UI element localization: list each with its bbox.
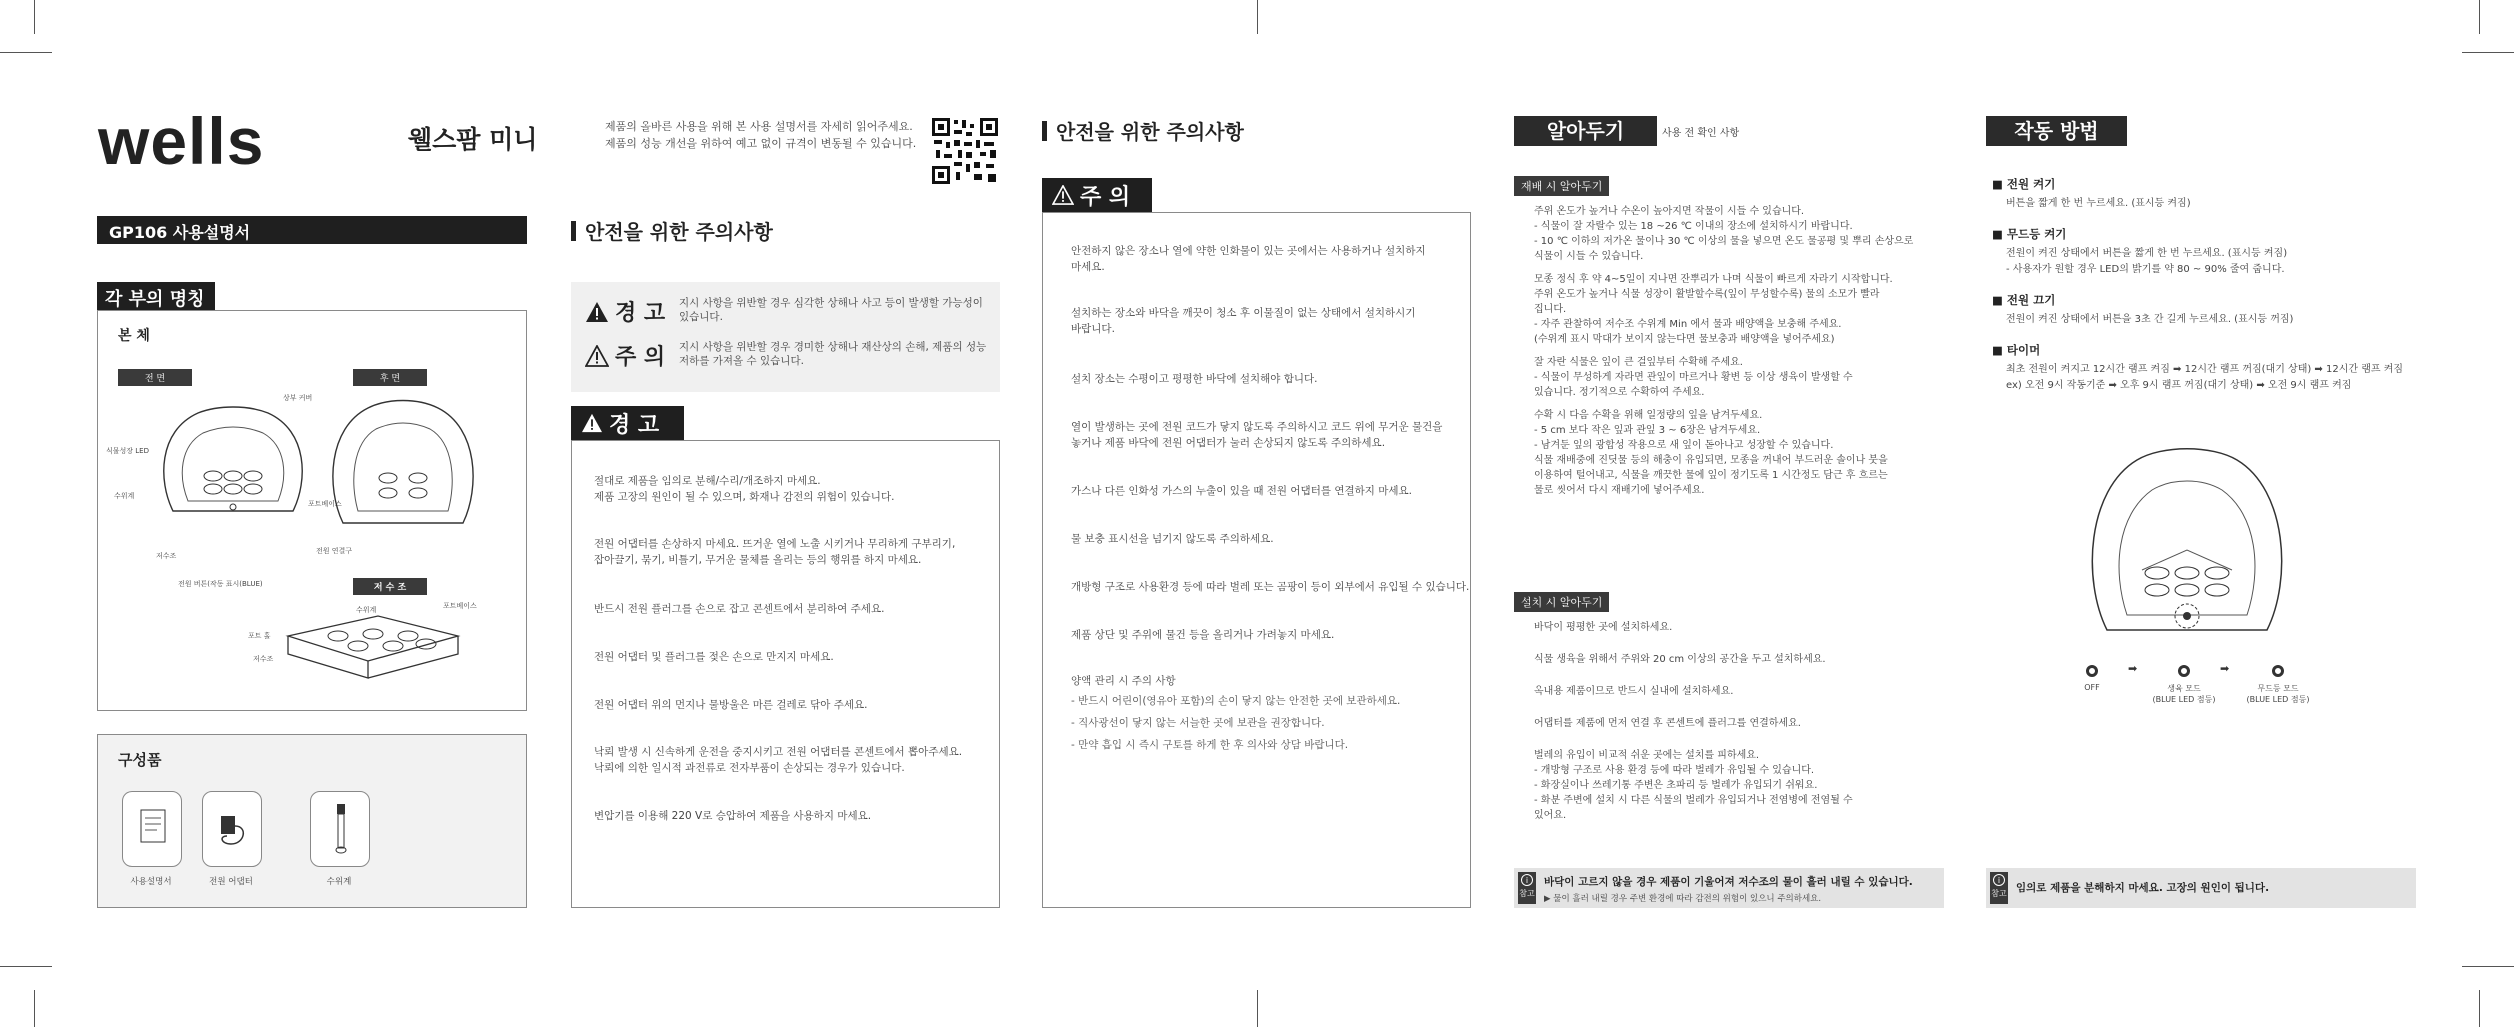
- parts-box: [97, 310, 527, 711]
- nutrient-item: - 반드시 어린이(영유아 포함)의 손이 닿지 않는 안전한 곳에 보관하세요.: [1071, 695, 1401, 707]
- operation-head: ■ 전원 끄기: [1992, 293, 2056, 307]
- safety-section-title: [571, 216, 773, 245]
- growing-line: - 자주 관찰하여 저수조 수위계 Min 에서 물과 배양액을 보충해 주세요.: [1534, 319, 1842, 330]
- caution-item: [1071, 483, 1412, 499]
- warning-item: [594, 536, 955, 568]
- grow-mode-sub: (BLUE LED 점등): [2152, 695, 2216, 704]
- label-led: 식물성장 LED: [106, 447, 149, 455]
- note-label: 참고: [1519, 889, 1535, 898]
- warning-legend: [585, 296, 665, 327]
- component-label: 수위계: [326, 877, 352, 887]
- growing-line: 집니다.: [1534, 304, 1567, 315]
- warning-line: 변압기를 이용해 220 V로 승압하여 제품을 사용하지 마세요.: [594, 810, 872, 822]
- off-mode-icon: [2086, 665, 2098, 677]
- caution-line: 설치하는 장소와 바닥을 깨끗이 청소 후 이물질이 없는 상태에서 설치하시기: [1071, 307, 1416, 319]
- caution-line: 설치 장소는 수평이고 평평한 바닥에 설치해야 합니다.: [1071, 373, 1318, 385]
- safety-legend-box: [571, 282, 1000, 392]
- body-label: 본 체: [118, 328, 150, 344]
- install-line: 어댑터를 제품에 먼저 연결 후 콘센트에 플러그를 연결하세요.: [1534, 718, 1801, 729]
- install-line: - 개방형 구조로 사용 환경 등에 따라 벌레가 유입될 수 있습니다.: [1534, 765, 1815, 776]
- caution-item: [1071, 579, 1469, 595]
- warning-item: [594, 473, 894, 505]
- install-text: [1534, 620, 1954, 823]
- install-line: 식물 생육을 위해서 주위와 20 cm 이상의 공간을 두고 설치하세요.: [1534, 654, 1826, 665]
- label-port: 포트베이스: [308, 500, 342, 508]
- warning-legend-desc: 지시 사항을 위반할 경우 심각한 상해나 사고 등이 발생할 가능성이 있습니다.: [679, 297, 983, 323]
- caution-line: 놓거나 제품 바닥에 전원 어댑터가 눌러 손상되지 않도록 주의하세요.: [1071, 437, 1386, 449]
- know-note-box: [1514, 868, 1944, 908]
- mood-mode-sub: (BLUE LED 점등): [2246, 695, 2310, 704]
- warning-item: [594, 697, 867, 713]
- safety-title-text: 안전을 위한 주의사항: [585, 220, 773, 244]
- know-title: 알아두기: [1514, 116, 1657, 146]
- growing-line: - 식물이 잘 자랄수 있는 18 ~26 ℃ 이내의 장소에 설치하시기 바랍니다.: [1534, 221, 1853, 232]
- caution-line: 바랍니다.: [1071, 323, 1115, 335]
- qr-code: [930, 116, 1000, 186]
- growing-tag: 재배 시 알아두기: [1514, 176, 1609, 196]
- caution-line: 물 보충 표시선을 넘기지 않도록 주의하세요.: [1071, 533, 1274, 545]
- label-tank2: 저수조: [253, 655, 274, 663]
- growing-line: - 남겨둔 잎의 광합성 작용으로 새 잎이 돋아나고 성장할 수 있습니다.: [1534, 440, 1834, 451]
- caution-item: [1071, 371, 1318, 387]
- warning-item: [594, 601, 884, 617]
- components-title: 구성품: [118, 751, 162, 769]
- tank-tag: 저 수 조: [353, 578, 427, 595]
- crop-mark: [2479, 0, 2480, 34]
- operation-line: 전원이 켜진 상태에서 버튼을 짧게 한 번 누르세요. (표시등 켜짐): [2006, 248, 2288, 259]
- component-label: 사용설명서: [130, 877, 172, 887]
- warning-line: 잡아끌기, 묶기, 비틀기, 무거운 물체를 올리는 등의 행위를 하지 마세요.: [594, 554, 922, 566]
- warning-line: 전원 어댑터를 손상하지 마세요. 뜨거운 열에 노출 시키거나 무리하게 구부리기,: [594, 538, 956, 550]
- grow-mode-name: 생육 모드: [2167, 684, 2201, 693]
- operation-line: 최초 전원이 켜지고 12시간 램프 켜짐 ➡ 12시간 램프 꺼짐(대기 상태) ➡ 12시간 램프 켜짐: [2006, 364, 2404, 375]
- warning-item: [594, 744, 962, 776]
- back-tag: 후 면: [353, 369, 427, 386]
- front-tag: 전 면: [118, 369, 192, 386]
- nutrient-list: [1071, 693, 1400, 753]
- label-top-cover: 상부 커버: [283, 394, 313, 402]
- caution-item: [1071, 305, 1415, 337]
- growing-line: 이용하여 털어내고, 식물을 깨끗한 물에 잎이 정기도록 1 시간정도 담근 후 흐르는: [1534, 470, 1888, 481]
- intro-text: [605, 118, 925, 152]
- install-line: - 화분 주변에 설치 시 다른 식물의 벌레가 유입되거나 전염병에 전염될 수: [1534, 795, 1853, 806]
- operation-line: 버튼을 짧게 한 번 누르세요. (표시등 켜짐): [2006, 198, 2191, 209]
- warning-box: [571, 440, 1000, 908]
- device-front-illustration: [158, 401, 308, 521]
- label-port-hole: 포트 홀: [248, 632, 271, 640]
- install-line: - 화장실이나 쓰레기통 주변은 초파리 등 벌레가 유입되기 쉬워요.: [1534, 780, 1818, 791]
- operation-line: ex) 오전 9시 작동기준 ➡ 오후 9시 램프 꺼짐(대기 상태) ➡ 오전 9시 램프 켜짐: [2006, 380, 2352, 391]
- growing-line: 모종 정식 후 약 4~5일이 지나면 잔뿌리가 나며 식물이 빠르게 자라기 시작합니다.: [1534, 274, 1893, 285]
- label-tank: 저수조: [156, 552, 177, 560]
- info-icon: i 참고: [1518, 872, 1536, 904]
- warning-line: 반드시 전원 플러그를 손으로 잡고 콘센트에서 분리하여 주세요.: [594, 603, 885, 615]
- caution-legend-desc: 지시 사항을 위반할 경우 경미한 상해나 재산상의 손해, 제품의 성능 저하를 가져올 수 있습니다.: [679, 341, 987, 367]
- grow-mode-icon: [2178, 665, 2190, 677]
- crop-mark: [1257, 0, 1258, 34]
- crop-mark: [2462, 966, 2514, 967]
- caution-item: [1071, 419, 1442, 451]
- growing-line: 물로 씻어서 다시 재배기에 넣어주세요.: [1534, 485, 1705, 496]
- know-note-sub: ▶ 물이 흘러 내릴 경우 주변 환경에 따라 감전의 위험이 있으니 주의하세요.: [1544, 894, 1822, 904]
- crop-mark: [34, 990, 35, 1027]
- caution-line: 안전하지 않은 장소나 열에 약한 인화물이 있는 곳에서는 사용하거나 설치하지: [1071, 245, 1426, 257]
- operation-head: ■ 무드등 켜기: [1992, 227, 2067, 241]
- manual-icon: [122, 791, 182, 867]
- caution-heading-text: 주 의: [1080, 184, 1131, 210]
- growing-line: 수확 시 다음 수확을 위해 일정량의 잎을 남겨두세요.: [1534, 410, 1763, 421]
- device-back-illustration: [328, 393, 478, 533]
- mode-diagram: [2084, 662, 2326, 725]
- growing-line: - 식물이 무성하게 자라면 관잎이 마르거나 황변 등 이상 생육이 발생할 수: [1534, 372, 1853, 383]
- warning-heading: [571, 406, 684, 440]
- caution-line: 열이 발생하는 곳에 전원 코드가 닿지 않도록 주의하시고 코드 위에 무거운 물건을: [1071, 421, 1443, 433]
- warning-triangle-icon: [585, 301, 609, 323]
- caution-section-text: 안전을 위한 주의사항: [1056, 120, 1244, 144]
- crop-mark: [2479, 990, 2480, 1027]
- warning-legend-title: 경 고: [615, 301, 666, 326]
- crop-mark: [2462, 52, 2514, 53]
- crop-mark: [34, 0, 35, 34]
- mood-mode-icon: [2272, 665, 2284, 677]
- caution-line: 제품 상단 및 주위에 물건 등을 올리거나 가려놓지 마세요.: [1071, 629, 1335, 641]
- mode-arrow: ➡: [2220, 662, 2230, 675]
- growing-text: [1534, 204, 1954, 498]
- caution-line: 가스나 다른 인화성 가스의 누출이 있을 때 전원 어댑터를 연결하지 마세요.: [1071, 485, 1413, 497]
- caution-section-title: [1042, 116, 1244, 145]
- brand-logo: wells: [98, 104, 265, 178]
- label-water-level: 수위계: [114, 492, 135, 500]
- label-power-button: 전원 버튼(작동 표시(BLUE): [178, 580, 263, 588]
- caution-box: [1042, 212, 1471, 908]
- operation-line: 전원이 켜진 상태에서 버튼을 3초 간 길게 누르세요. (표시등 꺼짐): [2006, 314, 2294, 325]
- warning-line: 전원 어댑터 위의 먼지나 물방울은 마른 걸레로 닦아 주세요.: [594, 699, 868, 711]
- crop-mark: [0, 966, 52, 967]
- caution-legend: [585, 340, 665, 371]
- warning-heading-text: 경 고: [609, 412, 660, 438]
- warning-line: 전원 어댑터 및 플러그를 젖은 손으로 만지지 마세요.: [594, 651, 834, 663]
- operation-line: - 사용자가 원할 경우 LED의 밝기를 약 80 ~ 90% 줄여 줍니다.: [2006, 264, 2285, 275]
- install-line: 있어요.: [1534, 810, 1567, 821]
- warning-line: 낙뢰 발생 시 신속하게 운전을 중지시키고 전원 어댑터를 콘센트에서 뽑아주세요.: [594, 746, 963, 758]
- growing-line: 주위 온도가 높거나 식물 성장이 활발할수록(잎이 무성할수록) 물의 소모가 빨라: [1534, 289, 1880, 300]
- caution-legend-title: 주 의: [615, 345, 666, 370]
- operation-note-box: [1986, 868, 2416, 908]
- operation-title: 작동 방법: [1986, 116, 2127, 146]
- warning-item: [594, 808, 871, 824]
- caution-item: [1071, 627, 1334, 643]
- adapter-icon: [202, 791, 262, 867]
- nutrient-item: - 만약 흡입 시 즉시 구토를 하게 한 후 의사와 상담 바랍니다.: [1071, 739, 1349, 751]
- water-gauge-icon: [310, 791, 370, 867]
- manual-title: GP106 사용설명서: [97, 216, 527, 244]
- install-line: 벌레의 유입이 비교적 쉬운 곳에는 설치를 피하세요.: [1534, 750, 1760, 761]
- nutrient-title: 양액 관리 시 주의 사항: [1071, 675, 1176, 687]
- mood-mode-name: 무드등 모드: [2257, 684, 2299, 693]
- crop-mark: [0, 52, 52, 53]
- know-note-bold: 바닥이 고르지 않을 경우 제품이 기울어져 저수조의 물이 흘러 내릴 수 있습니다.: [1544, 876, 1913, 888]
- nutrient-item: - 직사광선이 닿지 않는 서늘한 곳에 보관을 권장합니다.: [1071, 717, 1325, 729]
- caution-item: [1071, 243, 1426, 275]
- warning-icon: [581, 413, 603, 433]
- caution-heading: [1042, 178, 1152, 212]
- intro-line: 제품의 성능 개선을 위하여 예고 없이 규격이 변동될 수 있습니다.: [605, 137, 917, 150]
- know-subtitle: 사용 전 확인 사항: [1662, 128, 1740, 139]
- product-name: 웰스팜 미니: [408, 125, 538, 154]
- install-line: 옥내용 제품이므로 반드시 실내에 설치하세요.: [1534, 686, 1734, 697]
- mood-mode-label: [2242, 683, 2314, 705]
- component-label: 전원 어댑터: [209, 877, 253, 887]
- components-box: [97, 734, 527, 908]
- growing-line: (수위계 표시 막대가 보이지 않는다면 물보충과 배양액을 넣어주세요): [1534, 334, 1835, 345]
- growing-line: 주위 온도가 높거나 수온이 높아지면 작물이 시들 수 있습니다.: [1534, 206, 1805, 217]
- intro-line: 제품의 올바른 사용을 위해 본 사용 설명서를 자세히 읽어주세요.: [605, 120, 913, 133]
- info-icon: i 참고: [1990, 872, 2008, 904]
- warning-item: [594, 649, 834, 665]
- caution-line: 마세요.: [1071, 261, 1105, 273]
- warning-line: 낙뢰에 의한 일시적 과전류로 전자부품이 손상되는 경우가 있습니다.: [594, 762, 905, 774]
- label-power-jack: 전원 연결구: [316, 547, 353, 555]
- note-label: 참고: [1991, 889, 2007, 898]
- growing-line: - 10 ℃ 이하의 저가온 물이나 30 ℃ 이상의 물을 넣으면 온도 물공평 및 뿌리 손상으로: [1534, 236, 1914, 247]
- operation-note-bold: 임의로 제품을 분해하지 마세요. 고장의 원인이 됩니다.: [2016, 882, 2270, 894]
- grow-mode-label: [2148, 683, 2220, 705]
- mode-arrow: ➡: [2128, 662, 2138, 675]
- growing-line: 식물이 시들 수 있습니다.: [1534, 251, 1644, 262]
- operation-list: [1992, 176, 2432, 394]
- label-tank-port: 포트베이스: [443, 602, 477, 610]
- install-tag: 설치 시 알아두기: [1514, 592, 1609, 612]
- warning-line: 절대로 제품을 임의로 분해/수리/개조하지 마세요.: [594, 475, 821, 487]
- warning-line: 제품 고장의 원인이 될 수 있으며, 화재나 감전의 위험이 있습니다.: [594, 491, 895, 503]
- growing-line: 잘 자란 식물은 잎이 큰 걸잎부터 수확해 주세요.: [1534, 357, 1743, 368]
- crop-mark: [1257, 990, 1258, 1027]
- caution-triangle-icon: [585, 345, 609, 367]
- install-line: 바닥이 평평한 곳에 설치하세요.: [1534, 622, 1673, 633]
- device-operation-illustration: [2082, 430, 2292, 650]
- operation-head: ■ 타이머: [1992, 343, 2041, 357]
- tank-illustration: [278, 606, 468, 686]
- growing-line: 있습니다. 정기적으로 수확하여 주세요.: [1534, 387, 1705, 398]
- caution-icon: [1052, 185, 1074, 205]
- off-mode-label: OFF: [2084, 683, 2100, 692]
- operation-head: ■ 전원 켜기: [1992, 177, 2056, 191]
- caution-line: 개방형 구조로 사용환경 등에 따라 벌레 또는 곰팡이 등이 외부에서 유입될 수 있습니다.: [1071, 581, 1470, 593]
- label-tank-water-level: 수위계: [356, 606, 377, 614]
- growing-line: - 5 cm 보다 작은 잎과 관잎 3 ~ 6장은 남겨두세요.: [1534, 425, 1761, 436]
- parts-title: 각 부의 명칭: [97, 282, 215, 310]
- growing-line: 식물 재배중에 진딧물 등의 해충이 유입되면, 모종을 꺼내어 부드러운 솔이나 붓을: [1534, 455, 1888, 466]
- caution-item: [1071, 531, 1274, 547]
